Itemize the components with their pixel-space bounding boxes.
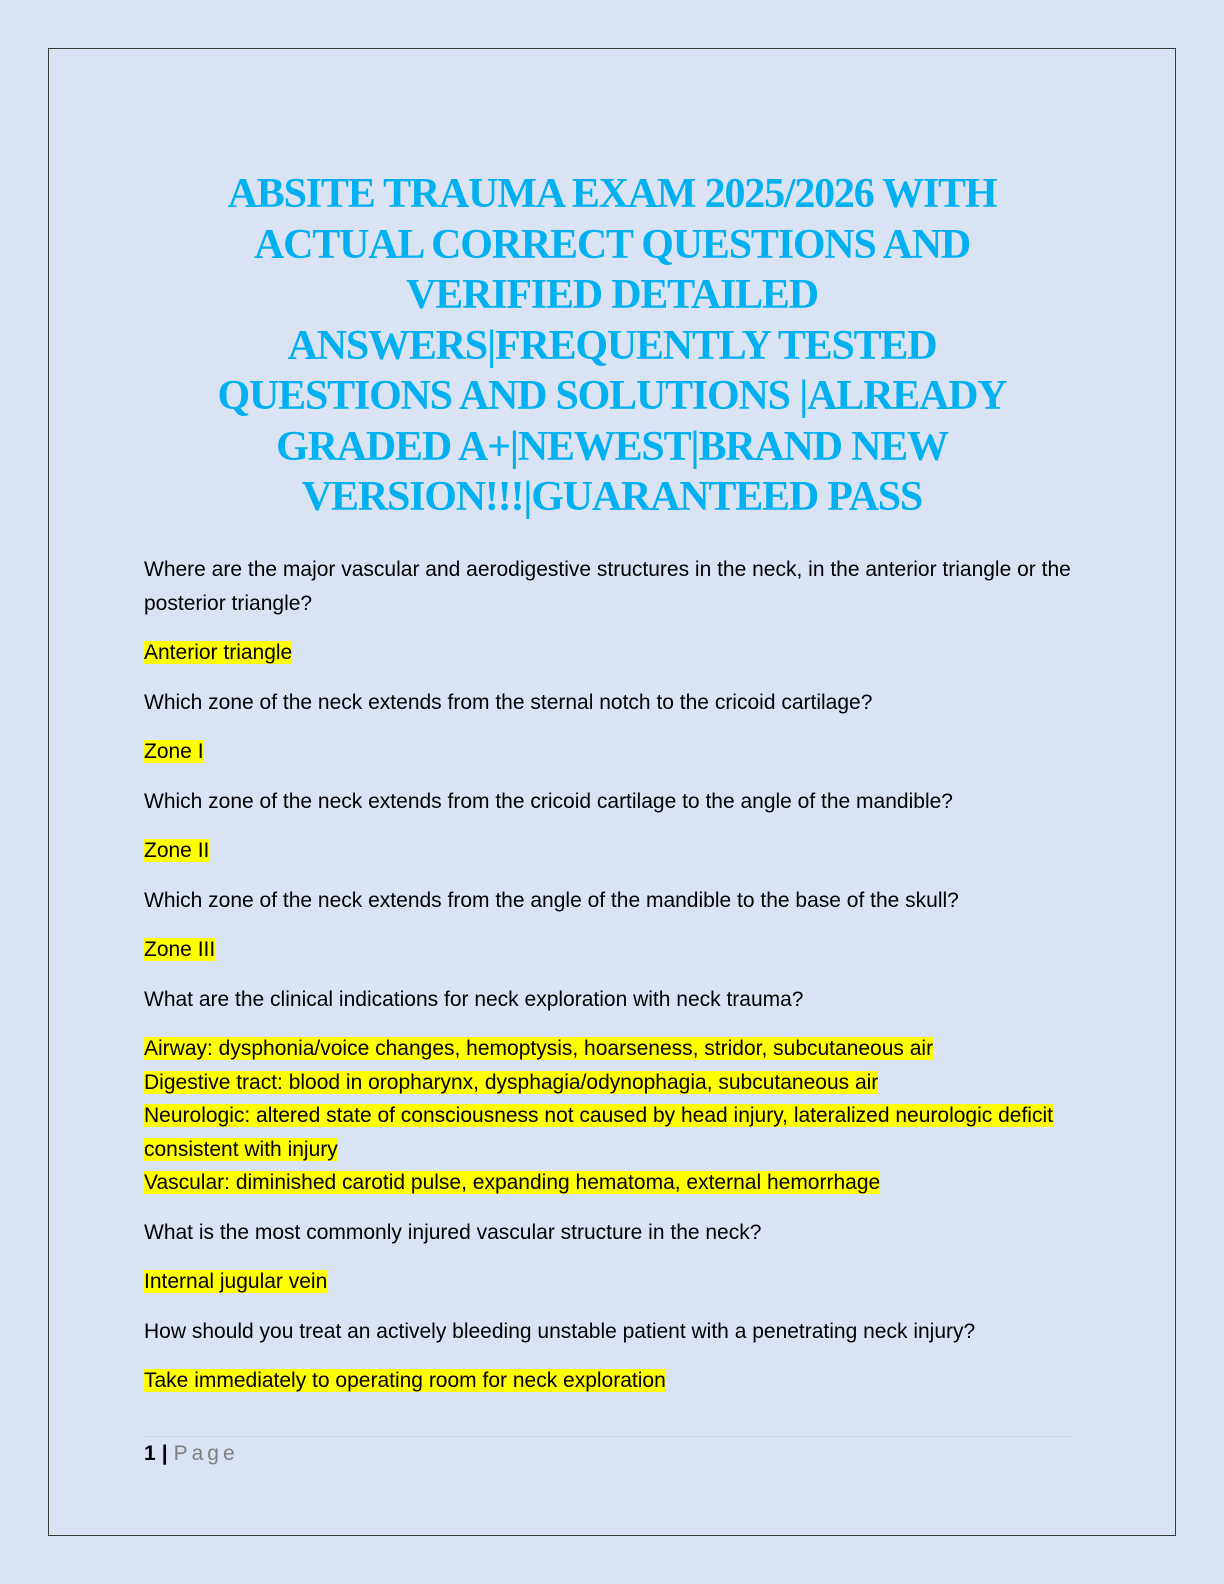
title-line: QUESTIONS AND SOLUTIONS |ALREADY xyxy=(217,373,1007,419)
highlighted-answer: Neurologic: altered state of consciousness not caused by head injury, lateralized neurologic deficit consistent with injury xyxy=(144,1104,1053,1161)
highlighted-answer: Internal jugular vein xyxy=(144,1270,328,1293)
title-line: ABSITE TRAUMA EXAM 2025/2026 WITH xyxy=(227,171,997,217)
highlighted-answer: Anterior triangle xyxy=(144,641,293,664)
question-1: Where are the major vascular and aerodigestive structures in the neck, in the anterior triangle or the posterior triangle? xyxy=(144,558,1071,615)
title-line: GRADED A+|NEWEST|BRAND NEW xyxy=(276,423,948,470)
question-6: What is the most commonly injured vascular structure in the neck? xyxy=(144,1220,762,1244)
title-line: VERSION!!!|GUARANTEED PASS xyxy=(301,474,923,520)
page-footer xyxy=(144,1441,239,1467)
title-line: ANSWERS|FREQUENTLY TESTED xyxy=(287,322,937,369)
answer-5 xyxy=(144,1032,1080,1200)
answer-4 xyxy=(144,933,1080,967)
question-7: How should you treat an actively bleeding unstable patient with a penetrating neck injury? xyxy=(144,1319,976,1343)
qa-list xyxy=(144,553,1080,1414)
page-number: 1 xyxy=(144,1442,156,1465)
highlighted-answer: Zone I xyxy=(144,740,204,763)
highlighted-answer: Airway: dysphonia/voice changes, hemoptysis, hoarseness, stridor, subcutaneous air xyxy=(144,1037,934,1060)
page-label: Page xyxy=(173,1442,239,1465)
question-4: Which zone of the neck extends from the angle of the mandible to the base of the skull? xyxy=(144,888,959,912)
highlighted-answer: Digestive tract: blood in oropharynx, dysphagia/odynophagia, subcutaneous air xyxy=(144,1070,879,1094)
highlighted-answer: Vascular: diminished carotid pulse, expanding hematoma, external hemorrhage xyxy=(144,1171,881,1194)
footer-separator: | xyxy=(161,1442,168,1465)
answer-7 xyxy=(144,1364,1080,1398)
title-line: ACTUAL CORRECT QUESTIONS AND xyxy=(254,221,970,268)
highlighted-answer: Zone III xyxy=(144,938,216,961)
title-line: VERIFIED DETAILED xyxy=(406,272,818,318)
answer-6 xyxy=(144,1265,1080,1299)
question-5: What are the clinical indications for neck exploration with neck trauma? xyxy=(144,987,804,1011)
highlighted-answer: Zone II xyxy=(144,839,210,862)
highlighted-answer: Take immediately to operating room for neck exploration xyxy=(144,1369,666,1392)
answer-3 xyxy=(144,834,1080,868)
answer-2 xyxy=(144,735,1080,769)
footer-divider xyxy=(144,1436,1074,1437)
question-2: Which zone of the neck extends from the sternal notch to the cricoid cartilage? xyxy=(144,690,873,714)
document-title xyxy=(150,169,1074,523)
answer-1 xyxy=(144,636,1080,670)
question-3: Which zone of the neck extends from the cricoid cartilage to the angle of the mandible? xyxy=(144,789,953,813)
